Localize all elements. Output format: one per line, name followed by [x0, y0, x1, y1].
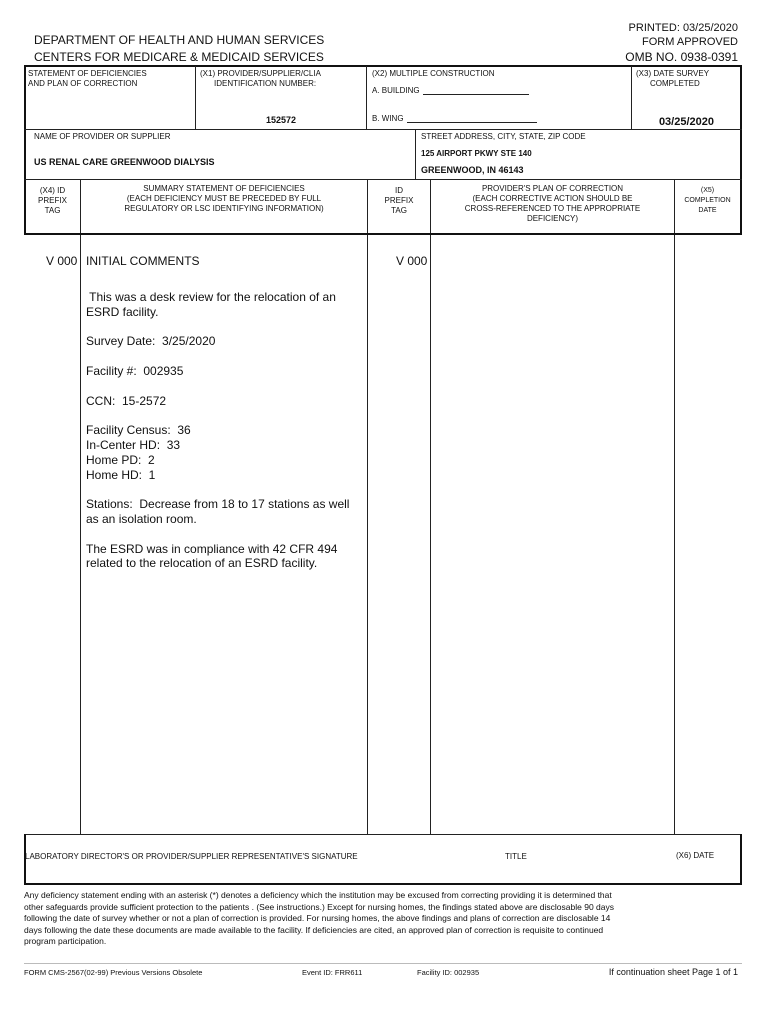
- title-label: TITLE: [505, 852, 527, 861]
- date-label: (X6) DATE: [676, 851, 715, 860]
- body-line: In-Center HD: 33: [86, 437, 181, 452]
- x5-header: (X5) COMPLETION DATE: [684, 187, 731, 214]
- building-label: A. BUILDING: [372, 86, 420, 95]
- facility-id: Facility ID: 002935: [417, 968, 480, 977]
- body-line: [86, 379, 349, 394]
- body-line: This was a desk review for the relocation of an: [86, 290, 336, 304]
- entry-body: [86, 290, 349, 571]
- form-number: FORM CMS-2567(02-99) Previous Versions Obsolete: [24, 968, 203, 977]
- body-line: The ESRD was in compliance with 42 CFR 494: [86, 541, 338, 556]
- body-line: CCN: 15-2572: [86, 393, 167, 408]
- x1-value: 152572: [265, 115, 297, 125]
- body-line: related to the relocation of an ESRD facility.: [86, 556, 318, 571]
- provider-label: NAME OF PROVIDER OR SUPPLIER: [34, 132, 171, 141]
- summary-header: SUMMARY STATEMENT OF DEFICIENCIES (EACH DEFICIENCY MUST BE PRECEDED BY FULL REGULATORY OR LSC IDENTIFYING INFORMATION): [124, 184, 324, 213]
- body-line: Home HD: 1: [86, 467, 156, 482]
- provider-name: US RENAL CARE GREENWOOD DIALYSIS: [34, 157, 215, 167]
- footer-divider: [24, 963, 742, 964]
- body-line: Home PD: 2: [86, 452, 155, 467]
- address-line-2: GREENWOOD, IN 46143: [421, 165, 524, 175]
- body-line: [86, 408, 349, 423]
- signature-row-bottom: [24, 883, 742, 885]
- body-line: Facility Census: 36: [86, 423, 191, 438]
- x1-label: (X1) PROVIDER/SUPPLIER/CLIA IDENTIFICATION NUMBER:: [200, 69, 321, 88]
- agency-line-2: CENTERS FOR MEDICARE & MEDICAID SERVICES: [34, 50, 324, 64]
- address-label: STREET ADDRESS, CITY, STATE, ZIP CODE: [421, 132, 586, 141]
- entry-heading: INITIAL COMMENTS: [86, 254, 200, 268]
- wing-label: B. WING: [372, 114, 404, 123]
- x3-label: (X3) DATE SURVEY COMPLETED: [636, 69, 710, 88]
- body-line: [86, 482, 349, 497]
- x2-label: (X2) MULTIPLE CONSTRUCTION: [372, 69, 495, 78]
- event-id: Event ID: FRR611: [302, 968, 363, 977]
- continuation-page: If continuation sheet Page 1 of 1: [608, 967, 738, 977]
- address-line-1: 125 AIRPORT PKWY STE 140: [421, 149, 532, 158]
- body-line: [86, 527, 349, 542]
- body-line: Facility #: 002935: [86, 363, 184, 378]
- right-tag: V 000: [396, 254, 428, 268]
- printed-date: PRINTED: 03/25/2020: [628, 22, 738, 34]
- body-line: ESRD facility.: [86, 304, 159, 319]
- signature-label: LABORATORY DIRECTOR'S OR PROVIDER/SUPPLIER REPRESENTATIVE'S SIGNATURE: [25, 852, 358, 861]
- wing-underline: [407, 122, 537, 123]
- signature-row-top: [24, 834, 742, 835]
- body-line: as an isolation room.: [86, 511, 197, 526]
- x3-value: 03/25/2020: [658, 116, 714, 128]
- form-approved: FORM APPROVED: [642, 36, 738, 48]
- plan-header: PROVIDER'S PLAN OF CORRECTION (EACH CORRECTIVE ACTION SHOULD BE CROSS-REFERENCED TO THE APPROPRIATE DEFICIENCY): [464, 184, 641, 223]
- statement-label: STATEMENT OF DEFICIENCIES AND PLAN OF CORRECTION: [28, 69, 147, 88]
- x4-header: (X4) ID PREFIX TAG: [38, 186, 67, 215]
- body-line: Stations: Decrease from 18 to 17 stations as well: [86, 497, 350, 512]
- left-tag: V 000: [46, 254, 78, 268]
- building-underline: [423, 94, 529, 95]
- disclaimer: Any deficiency statement ending with an asterisk (*) denotes a deficiency which the institution may be excused from correcting providing it is determined that other safeguards provide sufficient protection to the patients . (See instructions.) Except for nursing homes, the findings stated above are disclosable 90 days following the date of survey whether or not a plan of correction is provided. For nursing homes, the above findings and plans of correction are disclosable 14 days following the date these documents are made available to the facility. If deficiencies are cited, an approved plan of correction is requisite to continued program participation.: [24, 890, 614, 946]
- body-line: [86, 349, 349, 364]
- id-header: ID PREFIX TAG: [384, 186, 414, 215]
- agency-line-1: DEPARTMENT OF HEALTH AND HUMAN SERVICES: [34, 33, 325, 47]
- omb-number: OMB NO. 0938-0391: [625, 50, 738, 64]
- body-line: [86, 320, 349, 335]
- body-line: Survey Date: 3/25/2020: [86, 334, 216, 349]
